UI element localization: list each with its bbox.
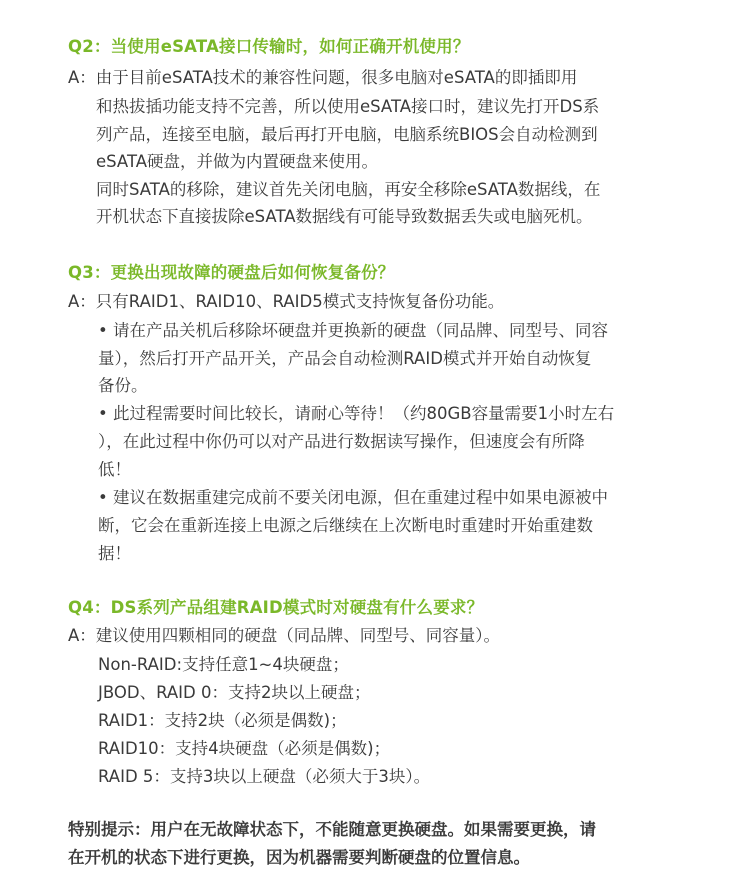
q3-bullet-3-line-1: • 建议在数据重建完成前不要关闭电源，但在重建过程中如果电源被中: [98, 488, 608, 507]
q3-bullet-1-line-2: 量），然后打开产品开关，产品会自动检测RAID模式并开始自动恢复: [98, 349, 592, 368]
q3-bullet-3-line-2: 断，它会在重新连接上电源之后继续在上次断电时重建时开始重建数: [98, 516, 593, 535]
q3-bullet-1-line-1: • 请在产品关机后移除坏硬盘并更换新的硬盘（同品牌、同型号、同容: [98, 321, 608, 340]
q4-spec-raid5: RAID 5：支持3块以上硬盘（必须大于3块）。: [98, 767, 431, 786]
q4-spec-raid1: RAID1：支持2块（必须是偶数)；: [98, 711, 347, 730]
q3-bullet-1-line-3: 备份。: [98, 376, 148, 395]
q4-spec-jbod-raid0: JBOD、RAID 0：支持2块以上硬盘；: [98, 683, 371, 702]
q3-heading: Q3：更换出现故障的硬盘后如何恢复备份？: [68, 263, 395, 282]
q4-heading: Q4：DS系列产品组建RAID模式时对硬盘有什么要求？: [68, 598, 484, 617]
q4-spec-raid10: RAID10：支持4块硬盘（必须是偶数)；: [98, 739, 391, 758]
special-note-line-1: 特别提示：用户在无故障状态下，不能随意更换硬盘。如果需要更换，请: [68, 820, 596, 839]
q2-answer-line-4: eSATA硬盘，并做为内置硬盘来使用。: [96, 152, 379, 171]
q2-answer-line-5: 同时SATA的移除，建议首先关闭电脑，再安全移除eSATA数据线，在: [96, 180, 601, 199]
q4-answer-line-1: A：建议使用四颗相同的硬盘（同品牌、同型号、同容量）。: [68, 626, 501, 645]
q4-spec-non-raid: Non-RAID:支持任意1~4块硬盘；: [98, 655, 349, 674]
q2-answer-line-2: 和热拔插功能支持不完善，所以使用eSATA接口时，建议先打开DS系: [96, 97, 600, 116]
special-note-line-2: 在开机的状态下进行更换，因为机器需要判断硬盘的位置信息。: [68, 848, 530, 867]
q3-bullet-2-line-1: • 此过程需要时间比较长，请耐心等待！（约80GB容量需要1小时左右: [98, 404, 615, 423]
q3-bullet-3-line-3: 据！: [98, 544, 131, 563]
q2-heading: Q2：当使用eSATA接口传输时，如何正确开机使用？: [68, 37, 470, 56]
q3-answer-line-1: A：只有RAID1、RAID10、RAID5模式支持恢复备份功能。: [68, 292, 505, 311]
q2-answer-line-6: 开机状态下直接拔除eSATA数据线有可能导致数据丢失或电脑死机。: [96, 207, 593, 226]
q2-answer-line-3: 列产品，连接至电脑，最后再打开电脑，电脑系统BIOS会自动检测到: [96, 125, 598, 144]
q3-bullet-2-line-2: ），在此过程中你仍可以对产品进行数据读写操作，但速度会有所降: [98, 432, 585, 451]
q3-bullet-2-line-3: 低！: [98, 460, 131, 479]
q2-answer-line-1: A：由于目前eSATA技术的兼容性问题，很多电脑对eSATA的即插即用: [68, 68, 578, 87]
